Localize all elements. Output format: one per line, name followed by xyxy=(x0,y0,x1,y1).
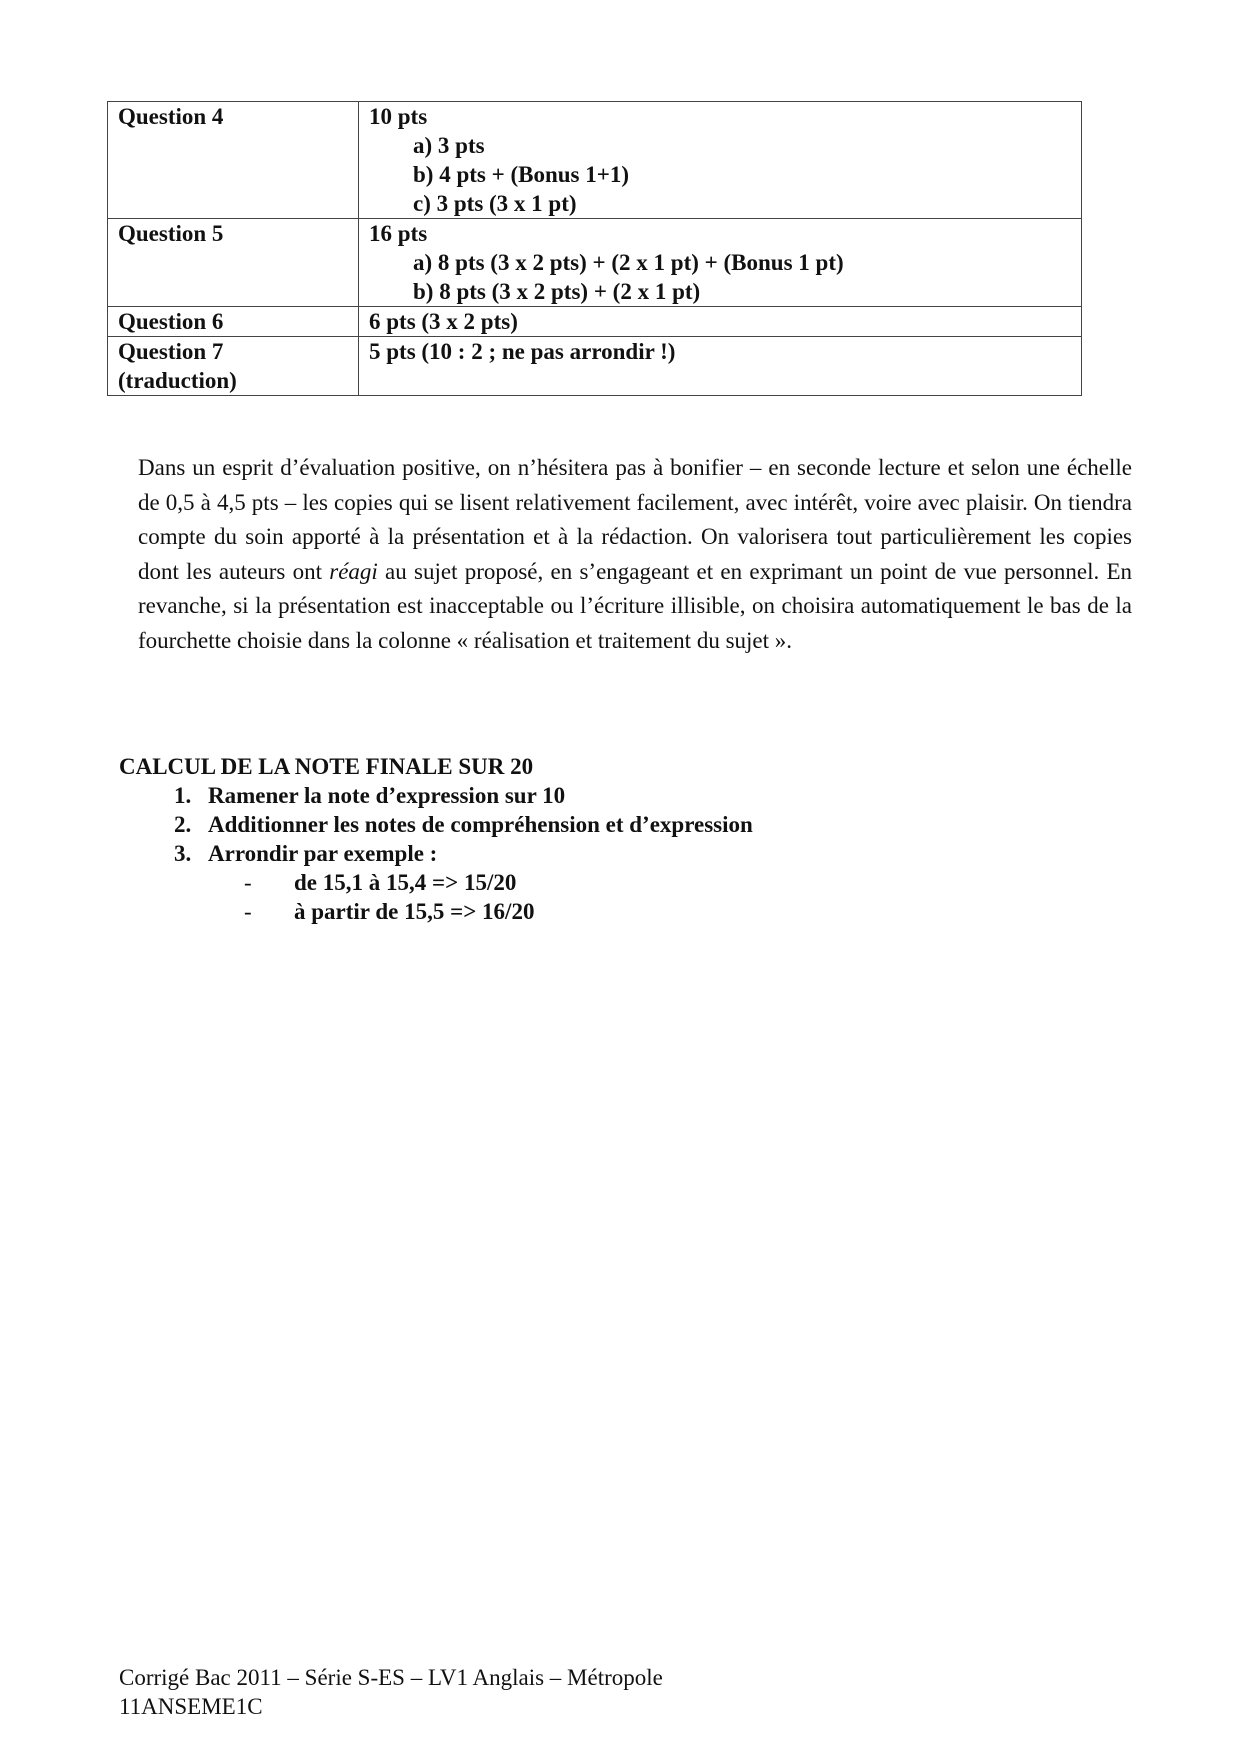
points-cell xyxy=(359,337,1082,396)
rounding-example xyxy=(244,897,753,926)
points-total: 5 pts (10 : 2 ; ne pas arrondir !) xyxy=(369,339,676,364)
points-breakdown-item: a) 8 pts (3 x 2 pts) + (2 x 1 pt) + (Bonus 1 pt) xyxy=(413,250,844,275)
paragraph-emphasis: réagi xyxy=(329,558,378,584)
rounding-example-text: à partir de 15,5 => 16/20 xyxy=(294,899,535,924)
footer-code: 11ANSEME1C xyxy=(119,1694,263,1719)
points-total: 10 pts xyxy=(369,104,428,129)
points-total: 6 pts (3 x 2 pts) xyxy=(369,309,518,334)
points-breakdown-item: c) 3 pts (3 x 1 pt) xyxy=(413,191,577,216)
question-label: Question 4 xyxy=(118,104,224,129)
rounding-example xyxy=(244,868,753,897)
paragraph-text-start: Dans un esprit d’évaluation positive, on n’hésitera pas à bonifier – en seconde lecture et selon une échelle de 0,5 à 4,5 pts – les copies qui se lisent relativement facilement, avec intérêt, voire avec plaisir. On tiendra compte du soin apporté à la présentation et à la rédaction. On valorisera tout particulièrement les copies dont les auteurs ont xyxy=(138,455,1132,584)
calculation-step: 2. Additionner les notes de compréhension et d’expression xyxy=(197,810,753,839)
grading-table xyxy=(107,101,1082,396)
final-grade-title: CALCUL DE LA NOTE FINALE SUR 20 xyxy=(119,754,534,779)
bullet-dash: - xyxy=(244,870,252,895)
question-cell xyxy=(108,102,359,219)
calculation-step-label: Arrondir par exemple : xyxy=(208,841,438,866)
question-label: Question 6 xyxy=(118,309,224,334)
question-cell xyxy=(108,337,359,396)
points-total: 16 pts xyxy=(369,221,428,246)
points-breakdown-item: b) 4 pts + (Bonus 1+1) xyxy=(413,162,630,187)
question-cell xyxy=(108,219,359,307)
rounding-example-text: de 15,1 à 15,4 => 15/20 xyxy=(294,870,517,895)
calculation-step xyxy=(197,839,753,926)
question-label: Question 5 xyxy=(118,221,224,246)
final-grade-section xyxy=(119,752,753,926)
points-cell xyxy=(359,102,1082,219)
evaluation-paragraph xyxy=(138,451,1132,658)
question-label: (traduction) xyxy=(118,368,237,393)
points-breakdown-item: a) 3 pts xyxy=(413,133,485,158)
table-row xyxy=(108,102,1082,219)
points-breakdown-item: b) 8 pts (3 x 2 pts) + (2 x 1 pt) xyxy=(413,279,701,304)
grading-table-body xyxy=(108,102,1082,396)
table-row xyxy=(108,219,1082,307)
question-cell xyxy=(108,307,359,337)
question-label: Question 7 xyxy=(118,339,224,364)
page-footer xyxy=(119,1663,663,1721)
rounding-examples xyxy=(208,868,753,926)
calculation-step: 1. Ramener la note d’expression sur 10 xyxy=(197,781,753,810)
bullet-dash: - xyxy=(244,899,252,924)
table-row xyxy=(108,307,1082,337)
paragraph-text-end: au sujet proposé, en s’engageant et en exprimant un point de vue personnel. En revanche, si la présentation est inacceptable ou l’écriture illisible, on choisira automatiquement le bas de la fourchette choisie dans la colonne « réalisation et traitement du sujet ». xyxy=(138,558,1133,653)
table-row xyxy=(108,337,1082,396)
footer-title: Corrigé Bac 2011 – Série S-ES – LV1 Anglais – Métropole xyxy=(119,1665,663,1690)
points-cell xyxy=(359,219,1082,307)
points-cell xyxy=(359,307,1082,337)
calculation-steps xyxy=(119,781,753,926)
